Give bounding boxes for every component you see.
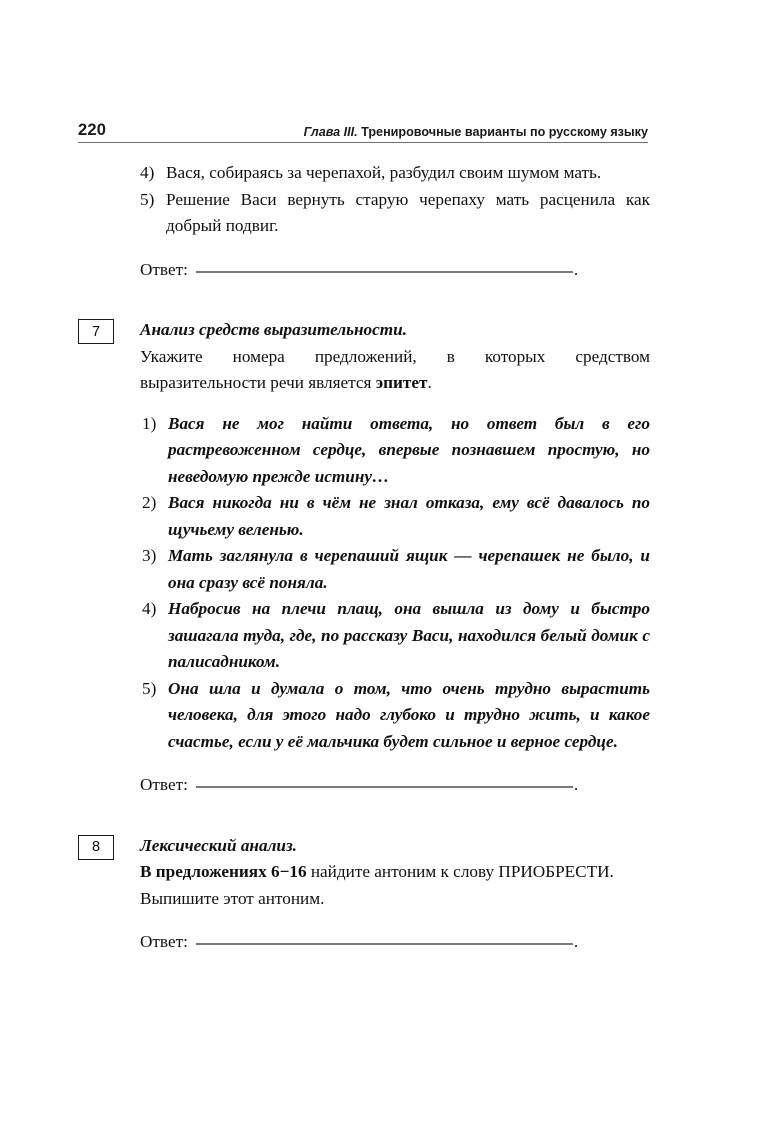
spacer [78, 283, 650, 317]
task-title-7: Анализ средств выразительности. [140, 320, 407, 339]
task-instruction-7 [140, 344, 650, 397]
task-block-8 [78, 833, 650, 956]
page-body [78, 160, 650, 956]
task-title-8: Лексический анализ. [140, 835, 297, 855]
list-item-text: Мать заглянула в черепаший ящик — черепашек не было, и она сразу всё поняла. [168, 546, 650, 592]
list-item [142, 596, 650, 676]
list-item-text: Вася никогда ни в чём не знал отказа, ему всё давалось по щучьему веленью. [168, 493, 650, 539]
task-number-box-8: 8 [78, 835, 114, 860]
task-instruction-8-line-1 [140, 859, 650, 886]
spacer [78, 240, 650, 257]
answer-label: Ответ: [140, 775, 188, 794]
list-item [140, 187, 650, 240]
running-title-text: Тренировочные варианты по русскому языку [361, 124, 648, 139]
list-item [142, 676, 650, 756]
running-head [78, 122, 648, 143]
answer-line-previous [140, 257, 650, 284]
list-item-text: Решение Васи вернуть старую черепаху мать расценила как добрый подвиг. [166, 189, 650, 235]
list-item-text: Она шла и думала о том, что очень трудно вырастить человека, для этого надо глубоко и трудно жить, и какое счастье, если у её мальчика будет сильное и верное сердце. [168, 678, 650, 751]
list-marker: 2) [142, 493, 157, 512]
list-marker: 5) [140, 189, 155, 209]
list-marker: 5) [142, 678, 157, 698]
list-item [142, 543, 650, 596]
answer-input-rule[interactable] [196, 786, 573, 788]
list-item-text: Вася не мог найти ответа, но ответ был в его растревоженном сердце, впервые познавшем простую, но неведомую прежде истину… [168, 413, 650, 486]
answer-period: . [573, 259, 579, 279]
list-marker: 4) [140, 163, 155, 182]
list-marker: 3) [142, 546, 157, 565]
chapter-label: Глава III. [303, 124, 358, 139]
task-block-7 [78, 317, 650, 799]
spacer [78, 912, 650, 929]
instruction-text: найдите антоним к слову ПРИОБРЕСТИ. [306, 862, 614, 881]
instruction-text-pre: Укажите номера предложений, в которых средством выразительности речи является [140, 346, 650, 392]
instruction-text-post: . [427, 373, 432, 392]
answer-period: . [573, 775, 579, 794]
answer-label: Ответ: [140, 259, 188, 279]
answer-input-rule[interactable] [196, 943, 573, 945]
list-item [142, 411, 650, 491]
list-item-text: Набросив на плечи плащ, она вышла из дому и быстро зашагала туда, где, по рассказу Васи, находился белый домик с палисадником. [168, 599, 650, 671]
task-7-sentence-list [142, 411, 650, 756]
continued-sentence-list [140, 160, 650, 240]
sentence-range-keyword: В предложениях 6−16 [140, 862, 307, 881]
list-item [142, 490, 650, 543]
spacer [78, 755, 650, 772]
answer-line-task-7 [140, 772, 650, 799]
answer-period: . [573, 932, 579, 951]
task-content-7 [140, 317, 650, 397]
task-instruction-8-line-2: Выпишите этот антоним. [140, 888, 325, 908]
instruction-keyword: эпитет [375, 373, 428, 392]
answer-input-rule[interactable] [196, 271, 573, 273]
list-marker: 4) [142, 599, 157, 618]
task-content-8 [140, 833, 650, 913]
spacer [78, 799, 650, 833]
list-marker: 1) [142, 413, 157, 433]
task-number-box-7: 7 [78, 319, 114, 344]
answer-line-task-8 [140, 929, 650, 956]
page-number: 220 [78, 121, 107, 139]
list-item [140, 160, 650, 187]
running-title [304, 126, 648, 139]
list-item-text: Вася, собираясь за черепахой, разбудил своим шумом мать. [166, 163, 602, 182]
answer-label: Ответ: [140, 932, 188, 951]
